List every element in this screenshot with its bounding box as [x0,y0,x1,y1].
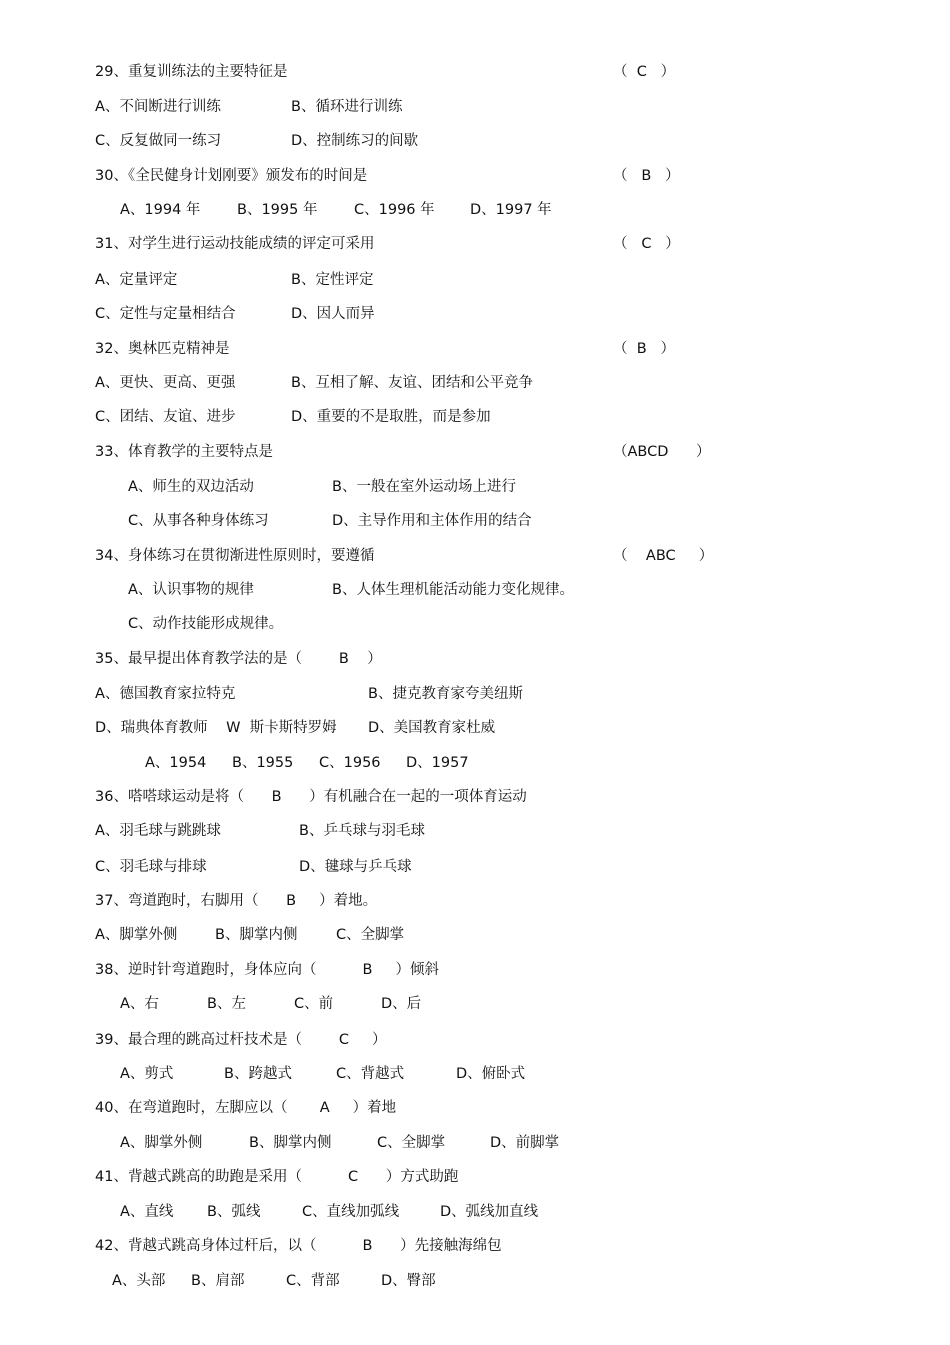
question-30-option-a: A、1994 年 [120,202,201,218]
question-36-option-a: A、羽毛球与跳跳球 [95,823,221,839]
question-41-option-a: A、直线 [120,1204,174,1220]
question-29-stem: 29、重复训练法的主要特征是 [95,64,288,80]
question-30-answer: （ B ） [613,168,680,184]
question-39-stem: 39、最合理的跳高过杆技术是（ C ） [95,1032,387,1048]
question-40-stem: 40、在弯道跑时，左脚应以（ A ）着地 [95,1100,397,1116]
question-33-option-b: B、一般在室外运动场上进行 [332,479,516,495]
question-29-option-b: B、循环进行训练 [291,99,403,115]
question-41-option-c: C、直线加弧线 [302,1204,400,1220]
question-34-option-c: C、动作技能形成规律。 [128,616,284,632]
question-33-stem: 33、体育教学的主要特点是 [95,444,273,460]
question-41-option-d: D、弧线加直线 [440,1204,539,1220]
question-29-option-a: A、不间断进行训练 [95,99,221,115]
question-35-option-a: A、德国教育家拉特克 [95,686,236,702]
question-38-option-b: B、左 [207,996,246,1012]
question-34-option-a: A、认识事物的规律 [128,582,254,598]
question-36-option-b: B、乒乓球与羽毛球 [299,823,425,839]
question-42-option-c: C、背部 [286,1273,340,1289]
question-35-option-d1: D、瑞典体育教师 W 斯卡斯特罗姆 [95,720,337,736]
question-42-option-a: A、头部 [112,1273,166,1289]
question-42-option-b: B、肩部 [191,1273,245,1289]
question-32-answer: （ B ） [613,341,675,357]
question-31-option-b: B、定性评定 [291,272,374,288]
question-37-option-b: B、脚掌内侧 [215,927,298,943]
question-42-option-d: D、臀部 [381,1273,436,1289]
question-41-stem: 41、背越式跳高的助跑是采用（ C ）方式助跑 [95,1169,459,1185]
question-35-year-b: B、1955 [232,755,294,771]
question-32-option-c: C、团结、友谊、进步 [95,409,236,425]
question-33-option-c: C、从事各种身体练习 [128,513,269,529]
question-38-stem: 38、逆时针弯道跑时，身体应向（ B ）倾斜 [95,962,440,978]
question-34-stem: 34、身体练习在贯彻渐进性原则时，要遵循 [95,548,375,564]
question-31-option-c: C、定性与定量相结合 [95,306,236,322]
question-36-option-d: D、毽球与乒乓球 [299,859,412,875]
question-33-option-a: A、师生的双边活动 [128,479,254,495]
question-34-answer: （ ABC ） [613,548,714,564]
question-33-option-d: D、主导作用和主体作用的结合 [332,513,532,529]
question-34-option-b: B、人体生理机能活动能力变化规律。 [332,582,574,598]
question-31-answer: （ C ） [613,236,680,252]
question-35-year-d: D、1957 [406,755,469,771]
question-35-option-d2: D、美国教育家杜威 [368,720,496,736]
question-35-year-a: A、1954 [145,755,207,771]
question-40-option-c: C、全脚掌 [377,1135,446,1151]
question-31-option-d: D、因人而异 [291,306,375,322]
question-38-option-a: A、右 [120,996,159,1012]
question-40-option-d: D、前脚掌 [490,1135,560,1151]
question-39-option-d: D、俯卧式 [456,1066,526,1082]
question-29-option-d: D、控制练习的间歇 [291,133,419,149]
question-35-option-b: B、捷克教育家夸美纽斯 [368,686,523,702]
question-29-answer: （ C ） [613,64,676,80]
question-31-option-a: A、定量评定 [95,272,178,288]
question-39-option-b: B、跨越式 [224,1066,292,1082]
question-30-option-d: D、1997 年 [470,202,552,218]
question-39-option-c: C、背越式 [336,1066,405,1082]
question-38-option-d: D、后 [381,996,422,1012]
question-36-option-c: C、羽毛球与排球 [95,859,207,875]
question-35-stem: 35、最早提出体育教学法的是（ B ） [95,651,382,667]
question-32-stem: 32、奥林匹克精神是 [95,341,230,357]
question-30-stem: 30、《全民健身计划刚要》颁发布的时间是 [95,168,368,184]
question-38-option-c: C、前 [294,996,334,1012]
question-39-option-a: A、剪式 [120,1066,174,1082]
question-41-option-b: B、弧线 [207,1204,261,1220]
question-35-year-c: C、1956 [319,755,381,771]
question-30-option-b: B、1995 年 [237,202,318,218]
question-40-option-b: B、脚掌内侧 [249,1135,332,1151]
question-32-option-d: D、重要的不是取胜，而是参加 [291,409,491,425]
question-37-option-a: A、脚掌外侧 [95,927,178,943]
question-40-option-a: A、脚掌外侧 [120,1135,203,1151]
question-33-answer: （ABCD ） [613,444,711,460]
question-36-stem: 36、嗒嗒球运动是将（ B ）有机融合在一起的一项体育运动 [95,789,527,805]
question-32-option-b: B、互相了解、友谊、团结和公平竞争 [291,375,533,391]
question-30-option-c: C、1996 年 [354,202,435,218]
question-37-stem: 37、弯道跑时，右脚用（ B ）着地。 [95,893,378,909]
question-42-stem: 42、背越式跳高身体过杆后，以（ B ）先接触海绵包 [95,1238,502,1254]
question-29-option-c: C、反复做同一练习 [95,133,222,149]
question-32-option-a: A、更快、更高、更强 [95,375,236,391]
question-31-stem: 31、对学生进行运动技能成绩的评定可采用 [95,236,375,252]
question-37-option-c: C、全脚掌 [336,927,405,943]
